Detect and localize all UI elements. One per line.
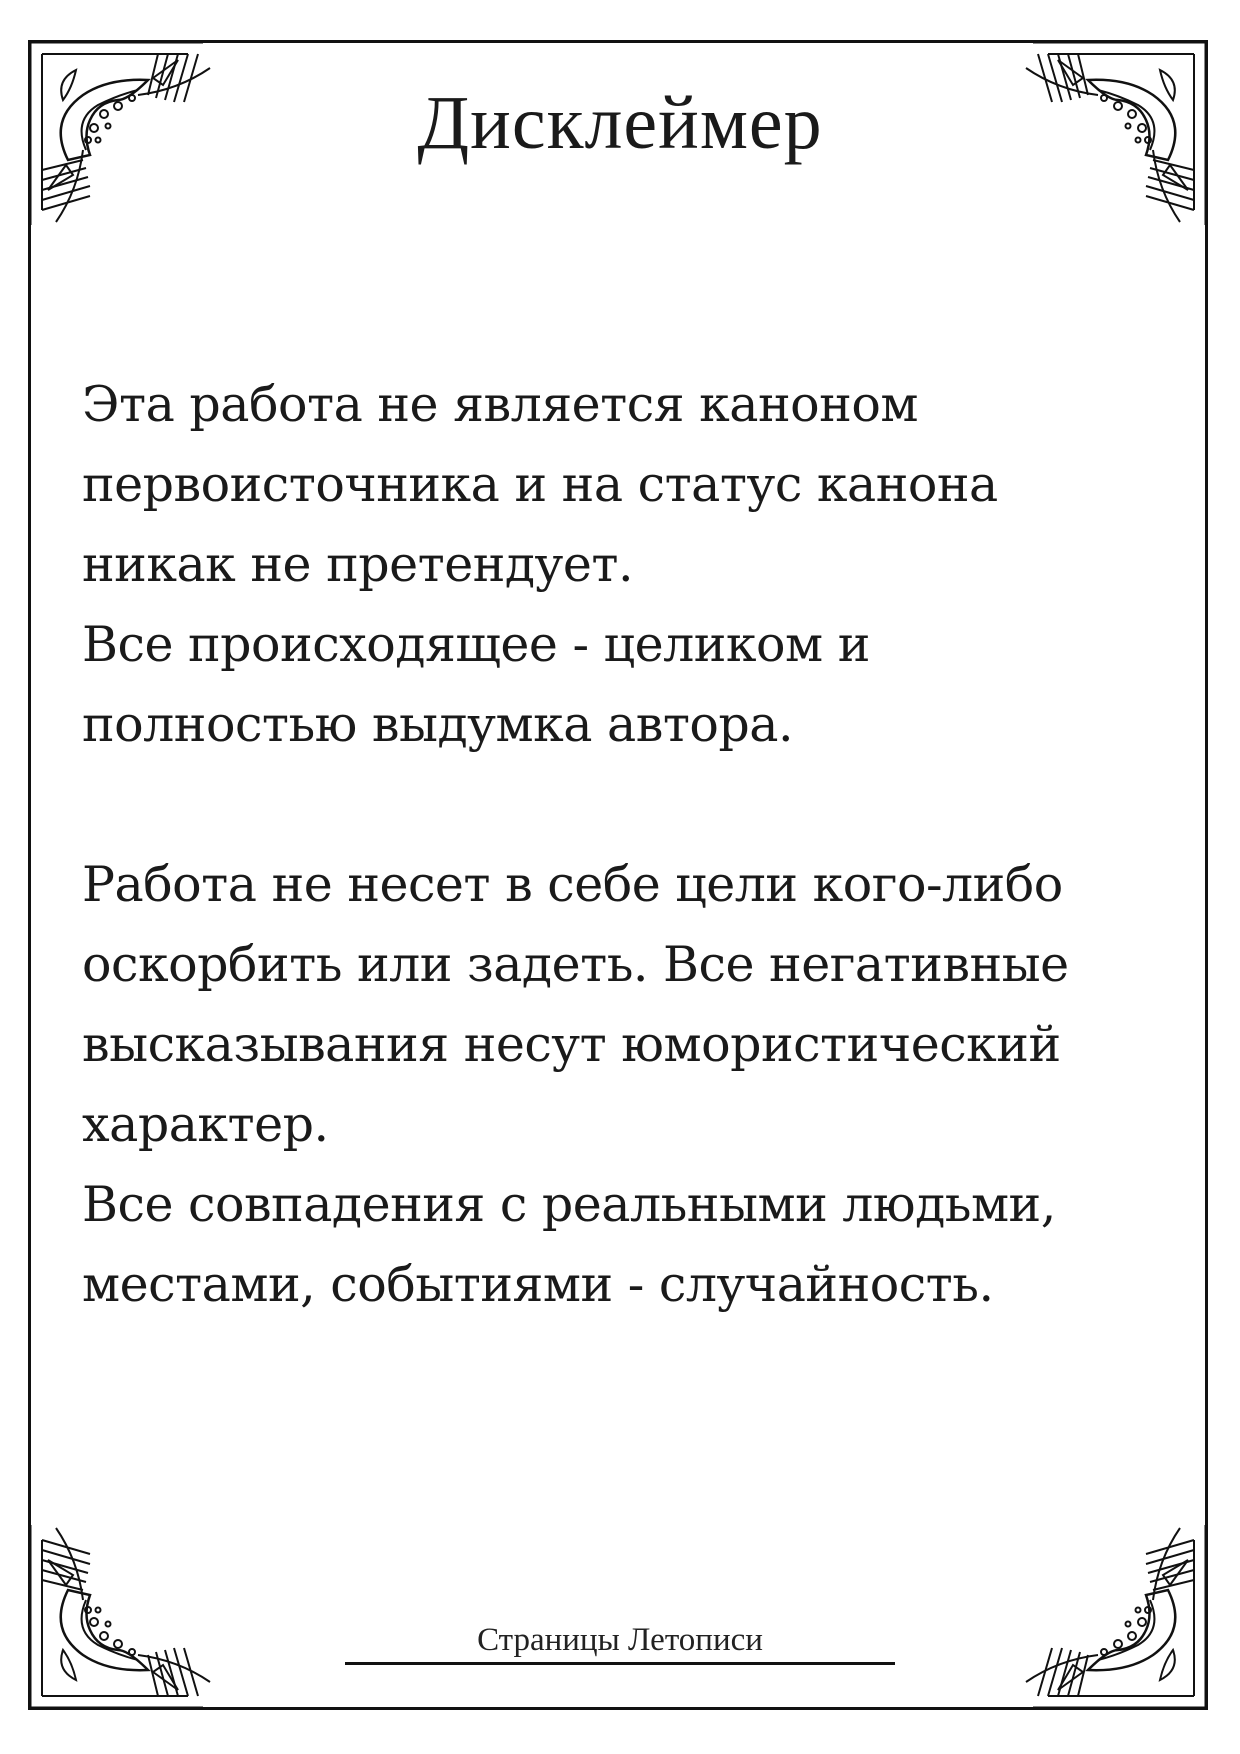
- footer-caption: Страницы Летописи: [477, 1622, 763, 1658]
- ornamental-corner-bottom-right-icon: [998, 1500, 1208, 1710]
- ornamental-corner-bottom-left-icon: [28, 1500, 238, 1710]
- disclaimer-body: [82, 365, 1162, 1325]
- page-footer: [345, 1620, 895, 1665]
- footer-divider: [345, 1662, 895, 1665]
- disclaimer-paragraph-intent: Работа не несет в себе цели кого-либо оскорбить или задеть. Все негативные высказывания несут юмористический характер. Все совпадения с реальными людьми, местами, событиями - случайность.: [82, 856, 1069, 1313]
- disclaimer-paragraph-canon: Эта работа не является каноном первоисточника и на статус канона никак не претендует. Все происходящее - целиком и полностью выдумка автора.: [82, 376, 998, 753]
- page-title: Дисклеймер: [417, 81, 823, 165]
